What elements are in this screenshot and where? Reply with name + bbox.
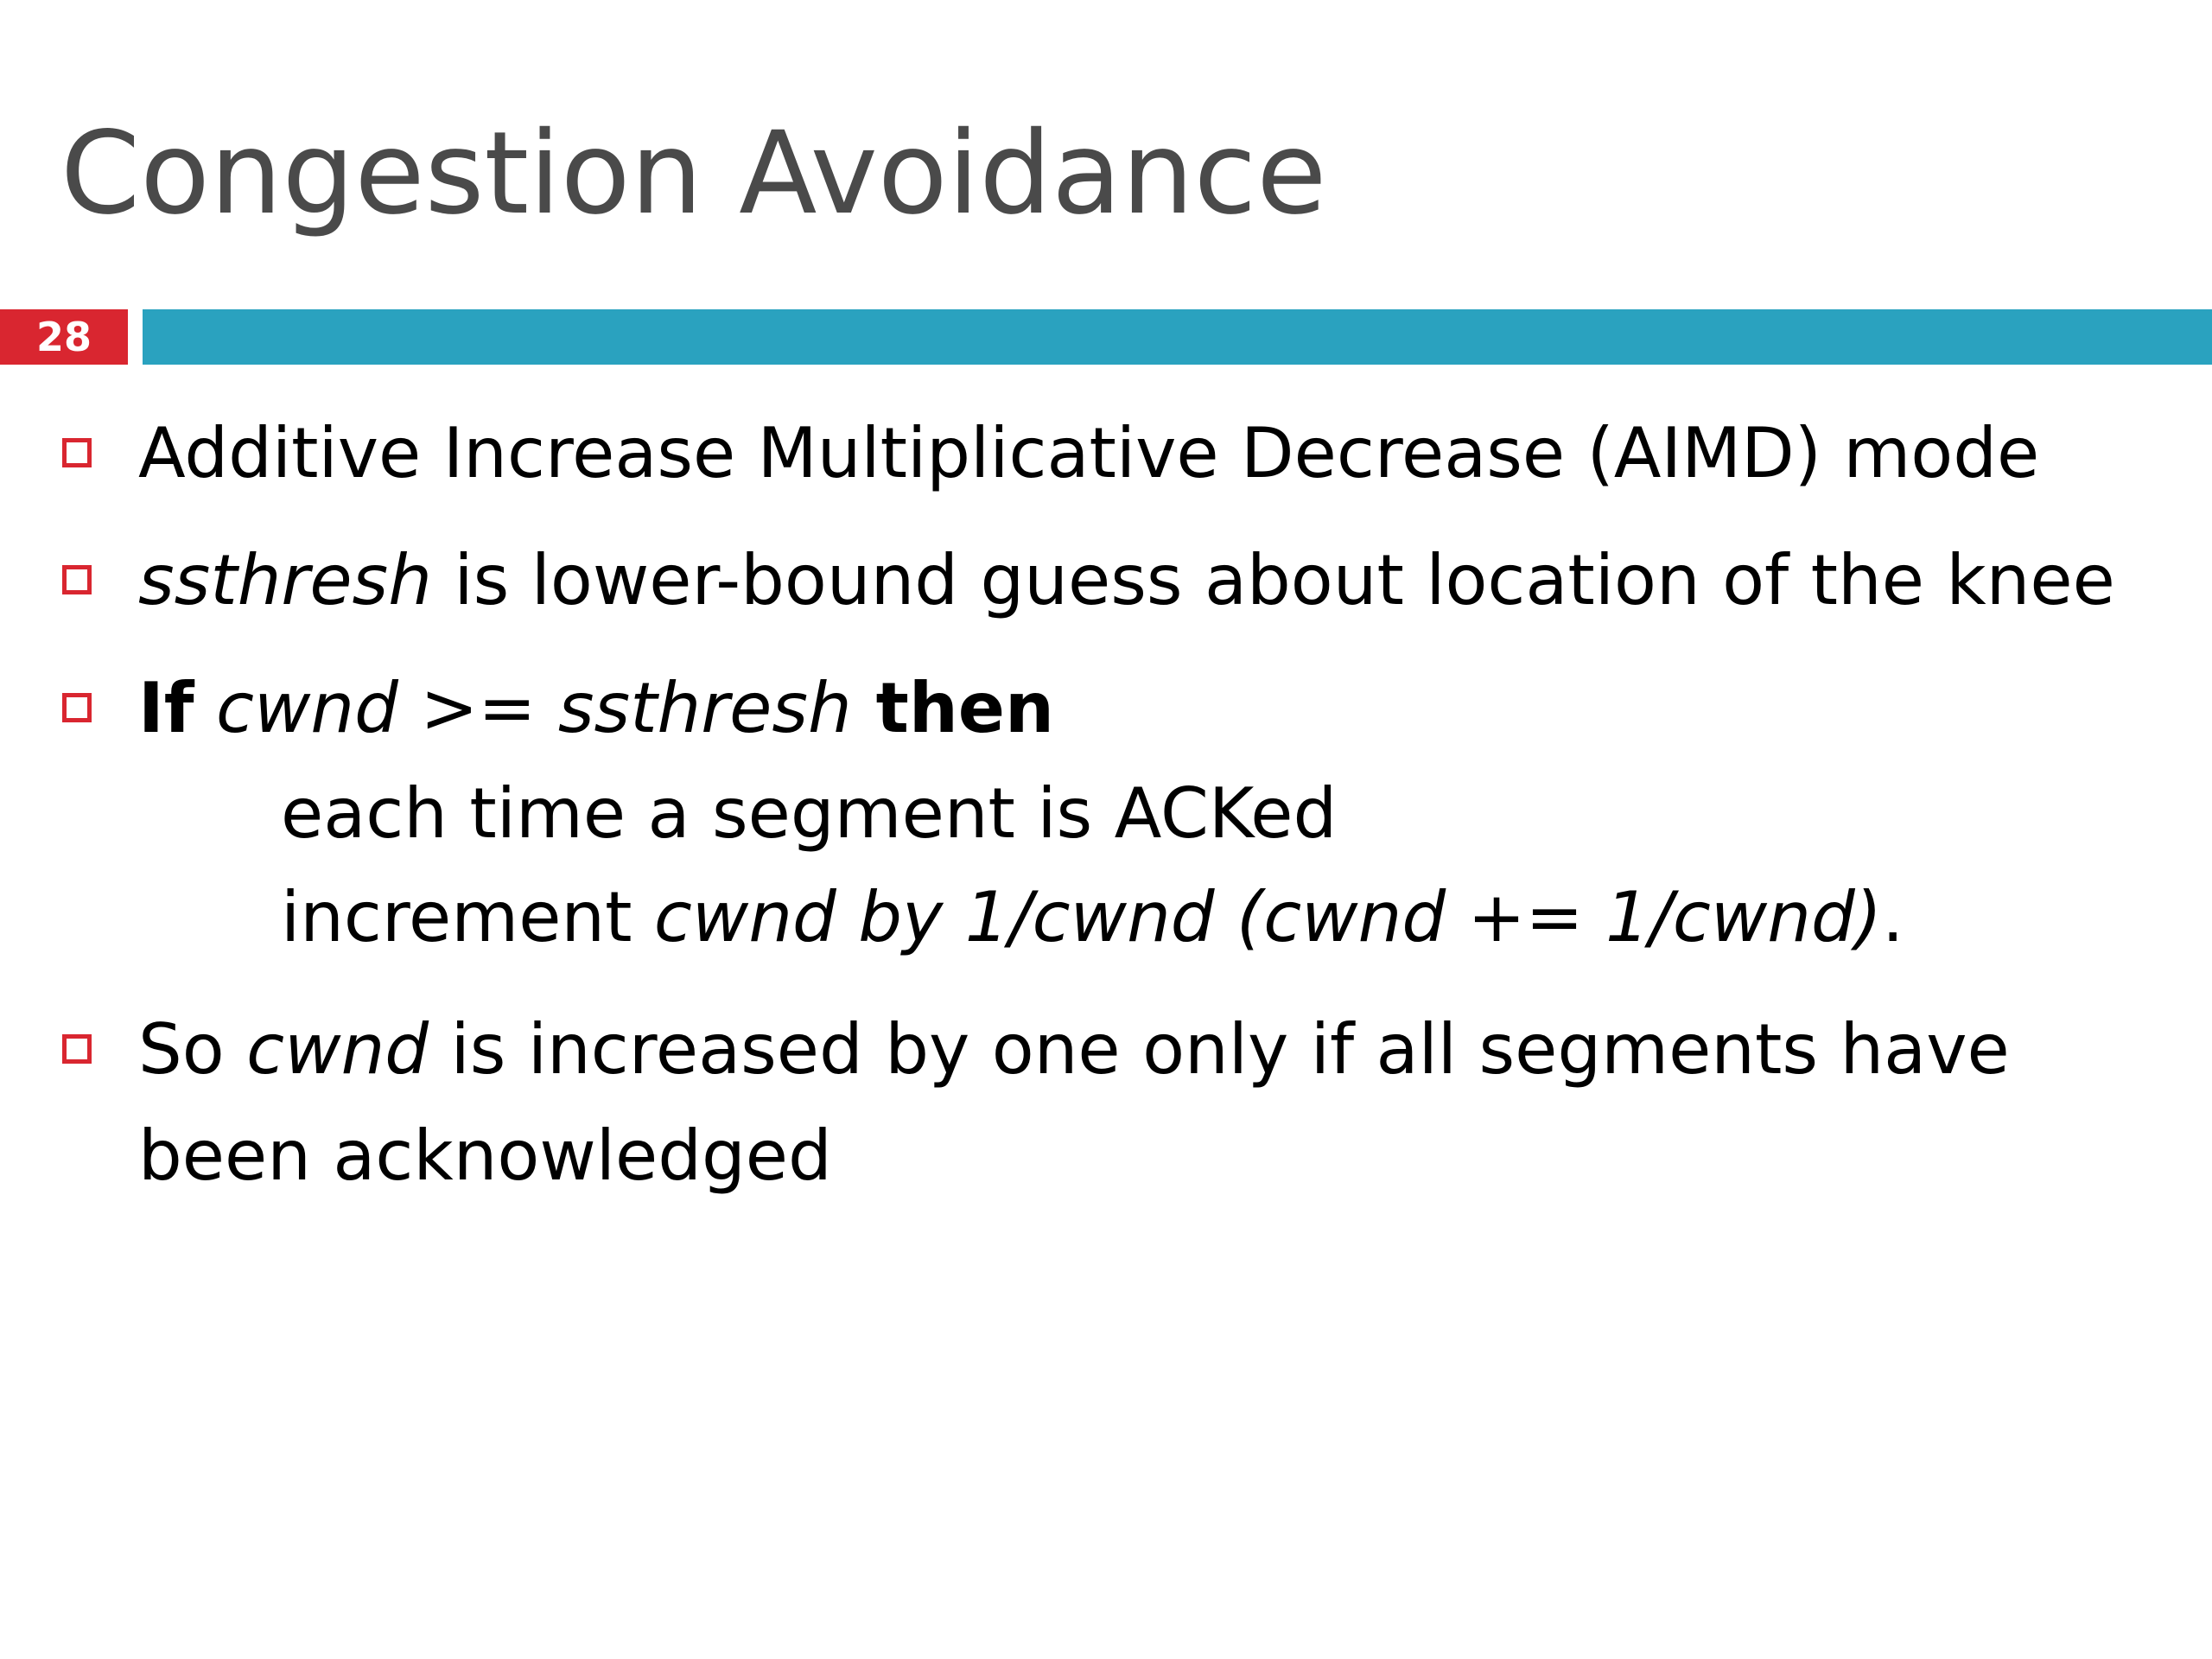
bullet-sub-line: each time a segment is ACKed — [281, 773, 1338, 854]
bullet-text: is lower-bound guess about location of the knee — [431, 540, 2115, 620]
bullet-item — [138, 413, 2040, 493]
slide-number-badge: 28 — [0, 309, 128, 365]
bullet-text: is increased by one only if all segments have — [429, 1009, 2010, 1090]
sub-line-formula: cwnd by 1/cwnd (cwnd += 1/cwnd) — [653, 877, 1882, 957]
bullet-square-icon — [62, 438, 92, 467]
bullet-square-icon — [62, 565, 92, 594]
slide-title: Congestion Avoidance — [60, 107, 1327, 240]
title-accent-bar — [143, 309, 2212, 365]
bullet-text: So — [138, 1009, 247, 1090]
bullet-item — [138, 540, 2115, 620]
sub-line-end: . — [1881, 877, 1904, 957]
bullet-square-icon — [62, 693, 92, 722]
bullet-item — [138, 668, 1055, 748]
sub-line-text: increment — [281, 877, 654, 957]
bullet-square-icon — [62, 1034, 92, 1064]
bullet-sub-line — [281, 877, 1904, 957]
term-cwnd: cwnd — [194, 668, 398, 748]
bullet-item — [138, 1009, 2010, 1090]
term-ssthresh: ssthresh — [557, 668, 852, 748]
bullet-term: ssthresh — [138, 540, 432, 620]
term-cwnd: cwnd — [246, 1009, 429, 1090]
bullet-text: Additive Increase Multiplicative Decrease (AIMD) mode — [138, 413, 2040, 493]
keyword-if: If — [138, 668, 194, 748]
bullet-continuation: been acknowledged — [138, 1116, 832, 1196]
operator: >= — [397, 668, 558, 748]
keyword-then: then — [851, 668, 1055, 748]
